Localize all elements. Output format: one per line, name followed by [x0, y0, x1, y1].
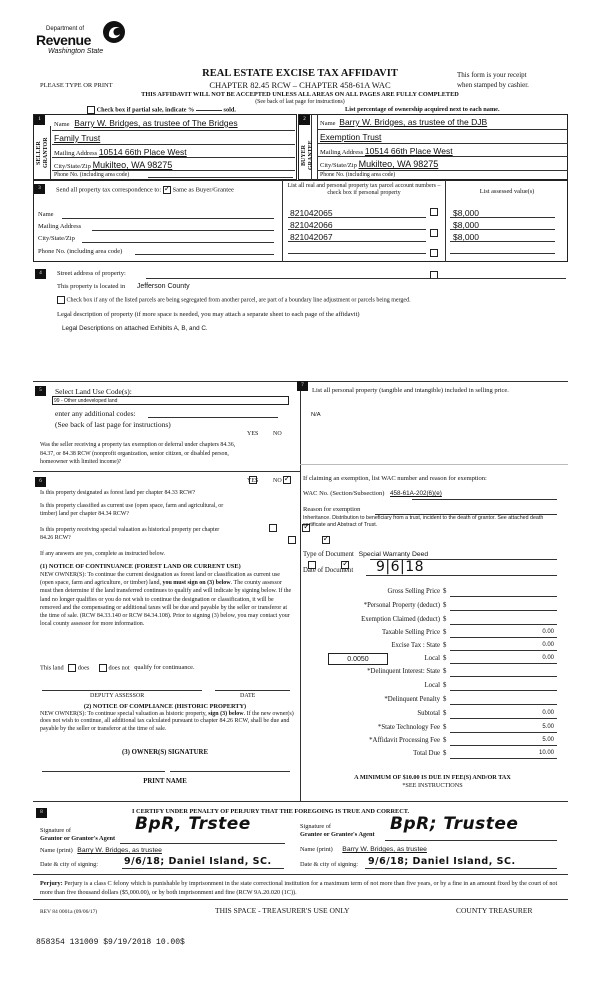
delinquent-penalty-row: *Delinquent Penalty $	[300, 696, 560, 707]
parcel-number[interactable]: 821042066	[290, 220, 333, 230]
legal-label: Legal description of property (if more space is needed, you may attach a separate sheet to each page of the affidavit)	[57, 311, 360, 318]
corr-name-label: Name	[38, 211, 54, 218]
wac-field[interactable]: 458-61A-202(6)(e)	[390, 490, 442, 497]
excise-tax-state-field[interactable]: 0.00	[450, 642, 557, 651]
logo-name: Revenue	[36, 32, 91, 48]
assessor-date-label: DATE	[240, 693, 256, 699]
land-use-see-back: (See back of last page for instructions)	[55, 420, 171, 429]
partial-sale-suffix: sold.	[223, 106, 236, 114]
state-technology-fee-row: *State Technology Fee $ 5.00	[300, 724, 560, 735]
subtotal-field[interactable]: 0.00	[450, 710, 557, 719]
seller-name-row: Name Barry W. Bridges, as trustee of The Bridges	[54, 118, 238, 128]
parcel-number[interactable]: 821042065	[290, 208, 333, 218]
parcel-number[interactable]: 821042067	[290, 232, 333, 242]
form-subtitle: CHAPTER 82.45 RCW – CHAPTER 458-61A WAC	[209, 80, 391, 90]
logo-dept: Department of	[46, 26, 85, 32]
parcel-personal-checkbox[interactable]	[430, 229, 438, 237]
grantor-name-row: Name (print) Barry W. Bridges, as trustee	[40, 847, 162, 854]
reason-field[interactable]: Inheritance. Distribution to beneficiary from a trust, incident to the death of grantor. See attached death certificate and Abstract of Trust.	[303, 515, 544, 528]
land-use-select[interactable]: 99 - Other undeveloped land	[52, 396, 289, 405]
assessed-value-header: List assessed value(s)	[479, 188, 535, 195]
section-number-7: 7	[297, 381, 308, 391]
perjury-notice: Perjury: Perjury is a class C felony which is punishable by imprisonment in the state correctional institution for a maximum term of not more than five years, or by a fine in an amount fixed by the court of not more than five thousand dollars ($5,000.00), or by both imprisonment and fine (RCW 9A.20.020 (1C)).	[40, 880, 558, 896]
parcel-value[interactable]: $8,000	[453, 232, 479, 242]
parcel-personal-checkbox[interactable]	[430, 208, 438, 216]
doc-type-row: Type of Document Special Warranty Deed	[303, 551, 429, 558]
ownership-note: List percentage of ownership acquired next to each name.	[345, 106, 500, 113]
dor-swirl-icon	[102, 20, 126, 44]
rev-form-number: REV 84 0001a (09/06/17)	[40, 909, 98, 915]
delinquent-penalty-field[interactable]	[450, 696, 557, 705]
gross-selling-price-field[interactable]	[450, 588, 557, 597]
street-address-field[interactable]	[146, 278, 566, 279]
parcels-header: List all real and personal property tax parcel account numbers – check box if personal property	[287, 183, 441, 196]
forest-land-question: Is this property designated as forest land per chapter 84.33 RCW?	[40, 490, 196, 496]
grantee-sig-label-1: Signature of	[300, 823, 331, 830]
forest-yes-checkbox[interactable]	[269, 524, 277, 532]
receipt-note-1: This form is your receipt	[457, 71, 527, 79]
parcel-number[interactable]	[288, 253, 426, 254]
personal-property-field[interactable]: N/A	[311, 412, 321, 418]
current-use-no-checkbox[interactable]	[322, 536, 330, 544]
reason-label: Reason for exemption	[303, 506, 361, 513]
owner-signature-label: (3) OWNER(S) SIGNATURE	[122, 749, 208, 756]
segregated-row: Check box if any of the listed parcels are being segregated from another parcel, are part of a boundary line adjustment or parcels being merged.	[57, 296, 411, 304]
see-instructions-note: *SEE INSTRUCTIONS	[402, 782, 463, 789]
delinquent-interest-state-field[interactable]	[450, 668, 557, 677]
grantee-date-field[interactable]: 9/6/18; Daniel Island, SC.	[368, 856, 516, 867]
buyer-name-field[interactable]: Barry W. Bridges, as trustee of the DJB	[339, 117, 488, 127]
corr-city-label: City/State/Zip	[38, 235, 75, 242]
excise-tax-state-row: Excise Tax : State $ 0.00	[300, 642, 560, 653]
county-treasurer-label: COUNTY TREASURER	[456, 906, 533, 915]
excise-tax-local-row: Local $ 0.00	[300, 655, 560, 666]
buyer-mailing-field[interactable]: 10514 66th Place West	[364, 146, 453, 156]
section-number-2: 2	[299, 115, 310, 125]
print-name-label: PRINT NAME	[143, 778, 187, 785]
land-use-label: Select Land Use Code(s):	[55, 387, 132, 396]
deputy-assessor-sig-line[interactable]	[42, 690, 202, 691]
doc-date-field[interactable]: 9|6|18	[376, 559, 425, 575]
delinquent-interest-local-field[interactable]	[450, 682, 557, 691]
grantee-name-field[interactable]: Barry W. Bridges, as trustee	[342, 846, 427, 853]
grantee-name-row: Name (print) Barry W. Bridges, as trustee	[300, 846, 427, 853]
does-not-qualify-checkbox[interactable]	[99, 664, 107, 672]
segregated-checkbox[interactable]	[57, 296, 65, 304]
doc-type-field[interactable]: Special Warranty Deed	[358, 551, 429, 558]
yes-header-5: YES	[247, 431, 259, 437]
seller-mailing-row: Mailing Address 10514 66th Place West	[54, 147, 187, 157]
partial-sale-row	[87, 106, 236, 114]
assessor-date-line[interactable]	[215, 690, 290, 691]
section-number-4: 4	[35, 269, 46, 279]
buyer-city-row: City/State/Zip Mukilteo, WA 98275	[320, 159, 439, 169]
state-technology-fee-field[interactable]: 5.00	[450, 724, 557, 733]
section-number-3: 3	[34, 184, 45, 194]
parcel-value[interactable]: $8,000	[453, 208, 479, 218]
continuance-row: This land does does not qualify for continuance.	[40, 664, 195, 672]
legal-description-field[interactable]: Legal Descriptions on attached Exhibits A, B, and C.	[62, 325, 208, 332]
grantor-date-row: Date & city of signing:	[40, 861, 99, 868]
notice-1-body: NEW OWNER(S): To continue the current designation as forest land or classification as current use (open space, farm and agriculture, or timber) land, you must sign on (3) below. The county assessor must then determine if the land transferred continues to qualify and will indicate by signing below. If the land no longer qualifies or you do not wish to continue the designation or classification, it will be removed and the compensating or additional taxes will be due and payable by the seller or transferor at the time of sale. (RCW 84.33.140 or RCW 84.34.108). Prior to signing (3) below, you may contact your local county assessor for more information.	[40, 572, 292, 628]
personal-property-label: List all personal property (tangible and intangible) included in selling price.	[312, 387, 509, 394]
exemption-claim-label: If claiming an exemption, list WAC number and reason for exemption:	[303, 475, 487, 482]
grantor-name-field[interactable]: Barry W. Bridges, as trustee	[77, 847, 162, 854]
wac-row: WAC No. (Section/Subsection) 458-61A-202(6)(e)	[303, 490, 442, 497]
buyer-city-field[interactable]: Mukilteo, WA 98275	[358, 159, 439, 169]
owner-signature-line-2[interactable]	[170, 771, 290, 772]
corr-name-field[interactable]	[62, 218, 274, 219]
grantee-sig-label-2: Grantee or Grantee's Agent	[300, 831, 375, 838]
seller-phone-field[interactable]	[148, 177, 293, 178]
located-row: This property is located in Jefferson County	[57, 283, 190, 290]
correspondence-row: Send all property tax correspondence to: ✓ Same as Buyer/Grantee	[56, 186, 234, 194]
corr-mailing-label: Mailing Address	[38, 223, 82, 230]
grantee-date-row: Date & city of signing:	[300, 861, 359, 868]
grantor-sig-label-2: Grantor or Grantor's Agent	[40, 835, 116, 842]
affidavit-processing-fee-field[interactable]: 5.00	[450, 737, 557, 746]
exemption-no-checkbox[interactable]	[283, 476, 291, 484]
if-yes-note: If any answers are yes, complete as instructed below.	[40, 551, 165, 557]
seller-name-line2[interactable]: Family Trust	[54, 133, 101, 143]
grantee-signature[interactable]: BpR; Trustee	[390, 814, 519, 834]
street-row: Street address of property:	[57, 270, 126, 277]
partial-sale-pct-field[interactable]	[196, 110, 222, 111]
corr-phone-field[interactable]	[135, 254, 274, 255]
partial-sale-label: Check box if partial sale, indicate %	[96, 106, 195, 114]
see-back-note: (See back of last page for instructions)	[255, 99, 345, 105]
personal-property-deduct-row: *Personal Property (deduct) $	[300, 602, 560, 613]
taxable-selling-price-field[interactable]: 0.00	[450, 629, 557, 638]
delinquent-interest-state-row: *Delinquent Interest: State $	[300, 668, 560, 679]
grantor-date-field[interactable]: 9/6/18; Daniel Island, SC.	[124, 856, 272, 867]
warning-text: THIS AFFIDAVIT WILL NOT BE ACCEPTED UNLESS ALL AREAS ON ALL PAGES ARE FULLY COMPLETED	[141, 91, 459, 98]
please-type: PLEASE TYPE OR PRINT	[40, 82, 113, 89]
parcel-value[interactable]: $8,000	[453, 220, 479, 230]
yes-header-6: YES	[247, 478, 259, 484]
treasurer-use-label: THIS SPACE - TREASURER'S USE ONLY	[215, 906, 350, 915]
buyer-side-label: BUYER GRANTEE	[301, 140, 314, 170]
parcel-value[interactable]	[450, 253, 555, 254]
additional-codes-label: enter any additional codes:	[55, 409, 136, 418]
seller-mailing-field[interactable]: 10514 66th Place West	[98, 147, 187, 157]
corr-city-field[interactable]	[82, 242, 274, 243]
no-header-5: NO	[273, 431, 282, 437]
corr-mailing-field[interactable]	[92, 230, 274, 231]
county-field[interactable]: Jefferson County	[136, 283, 190, 290]
taxable-selling-price-row: Taxable Selling Price $ 0.00	[300, 629, 560, 640]
gross-selling-price-row: Gross Selling Price $	[300, 588, 560, 599]
buyer-mailing-row: Mailing Address 10514 66th Place West	[320, 146, 453, 156]
local-rate-box[interactable]: 0.0050	[328, 653, 388, 665]
notice-2-title: (2) NOTICE OF COMPLIANCE (HISTORIC PROPERTY)	[83, 703, 247, 710]
form-title: REAL ESTATE EXCISE TAX AFFIDAVIT	[202, 68, 398, 79]
seller-city-field[interactable]: Mukilteo, WA 98275	[92, 160, 173, 170]
section-number-1: 1	[34, 115, 45, 125]
deputy-assessor-label: DEPUTY ASSESSOR	[90, 693, 145, 699]
partial-sale-checkbox[interactable]	[87, 106, 95, 114]
certify-statement: I CERTIFY UNDER PENALTY OF PERJURY THAT THE FOREGOING IS TRUE AND CORRECT.	[132, 808, 410, 815]
parcel-personal-checkbox[interactable]	[430, 249, 438, 257]
total-due-row: Total Due $ 10.00	[300, 750, 560, 761]
subtotal-row: Subtotal $ 0.00	[300, 710, 560, 721]
notice-1-title: (1) NOTICE OF CONTINUANCE (FOREST LAND OR CURRENT USE)	[40, 563, 241, 570]
historic-question: Is this property receiving special valuation as historical property per chapter 84.26 RCW?	[40, 527, 220, 541]
delinquent-interest-local-row: Local $	[300, 682, 560, 693]
seller-phone-label: Phone No. (including area code)	[54, 172, 130, 178]
excise-tax-local-field[interactable]: 0.00	[450, 655, 557, 664]
does-qualify-checkbox[interactable]	[68, 664, 76, 672]
buyer-phone-label: Phone No. (including area code)	[320, 172, 396, 178]
exemption-question: Was the seller receiving a property tax exemption or deferral under chapters 84.36, 84.37, or 84.38 RCW (nonprofit organization, senior citizen, or disabled person, homeowner with limited income)?	[40, 442, 236, 465]
affidavit-processing-fee-row: *Affidavit Processing Fee $ 5.00	[300, 737, 560, 748]
minimum-due-note: A MINIMUM OF $10.00 IS DUE IN FEE(S) AND/OR TAX	[354, 774, 511, 781]
total-due-field[interactable]: 10.00	[450, 750, 557, 759]
personal-property-deduct-field[interactable]	[450, 602, 557, 611]
section-number-6: 6	[35, 477, 46, 487]
grantor-sig-label-1: Signature of	[40, 827, 71, 834]
notice-2-body: NEW OWNER(S): To continue special valuation as historic property, sign (3) below. If the new owner(s) does not wish to continue, all additional tax calculated pursuant to chapter 84.26 RCW, shall be due and payable by the seller or transferor at the time of sale.	[40, 711, 294, 732]
grantor-signature[interactable]: BpR, Trstee	[135, 814, 251, 834]
cashier-stamp: 858354 131009 $9/19/2018 10.00$	[36, 938, 185, 947]
no-header-6: NO	[273, 478, 282, 484]
buyer-name-line2[interactable]: Exemption Trust	[320, 132, 382, 142]
exemption-claimed-field[interactable]	[450, 616, 557, 625]
exemption-claimed-row: Exemption Claimed (deduct) $	[300, 616, 560, 627]
section-number-5: 5	[35, 386, 46, 396]
section-number-8: 8	[36, 808, 47, 818]
owner-signature-line-1[interactable]	[42, 771, 165, 772]
logo-state: Washington State	[48, 48, 104, 55]
seller-side-label: SELLER GRANTOR	[36, 137, 49, 169]
additional-codes-field[interactable]	[148, 417, 278, 418]
corr-phone-label: Phone No. (including area code)	[38, 248, 123, 255]
receipt-note-2: when stamped by cashier.	[457, 81, 529, 89]
seller-city-row: City/State/Zip Mukilteo, WA 98275	[54, 160, 173, 170]
same-as-buyer-checkbox[interactable]	[163, 186, 171, 194]
doc-date-row: Date of Document	[303, 567, 354, 574]
current-use-yes-checkbox[interactable]	[288, 536, 296, 544]
buyer-name-row: Name Barry W. Bridges, as trustee of the DJB	[320, 117, 488, 127]
dor-logo	[36, 24, 136, 64]
seller-name-field[interactable]: Barry W. Bridges, as trustee of The Bridges	[74, 118, 238, 128]
current-use-question: Is this property classified as current use (open space, farm and agricultural, or timber) land per chapter 84.34 RCW?	[40, 503, 224, 517]
